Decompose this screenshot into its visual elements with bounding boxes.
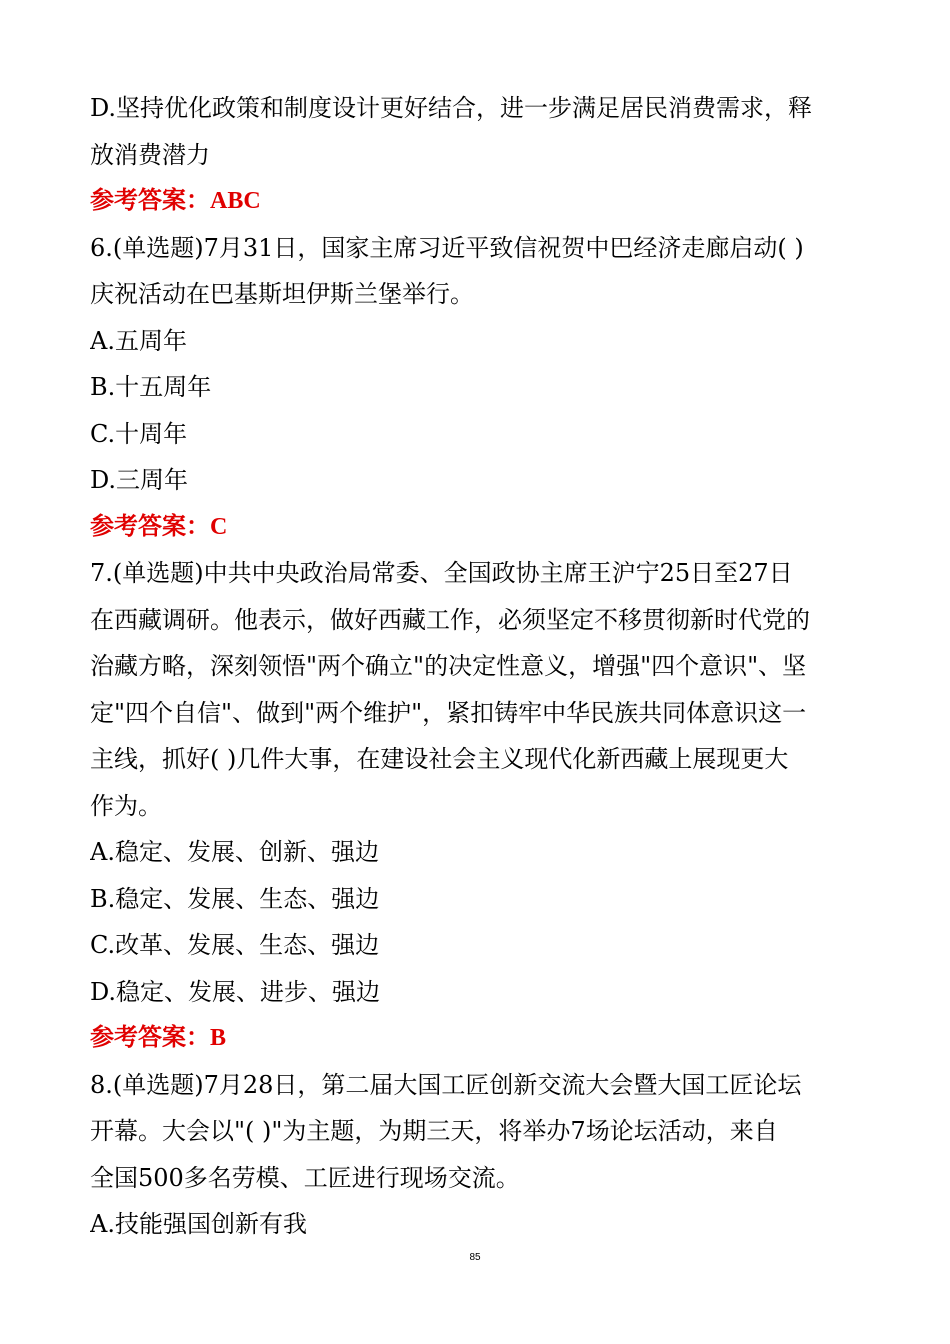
text-line: A.稳定、发展、创新、强边 [90,838,379,866]
text-line: 8.(单选题)7月28日，第二届大国工匠创新交流大会暨大国工匠论坛 [90,1070,802,1099]
text-line: 庆祝活动在巴基斯坦伊斯兰堡举行。 [90,280,474,308]
text-line: 在西藏调研。他表示，做好西藏工作，必须坚定不移贯彻新时代党的 [90,605,810,634]
text-line: 放消费潜力 [90,140,210,169]
text-line: D.稳定、发展、进步、强边 [90,977,381,1006]
page-number: 85 [469,1252,481,1263]
text-line: 主线，抓好( )几件大事，在建设社会主义现代化新西藏上展现更大 [90,745,789,773]
text-line: 开幕。大会以"( )"为主题，为期三天，将举办7场论坛活动，来自 [90,1117,778,1145]
text-line: 治藏方略，深刻领悟"两个确立"的决定性意义，增强"四个意识"、坚 [90,652,807,680]
text-line: A.五周年 [90,326,187,355]
text-line: B.稳定、发展、生态、强边 [90,884,380,913]
text-line: D.坚持优化政策和制度设计更好结合，进一步满足居民消费需求，释 [90,94,813,122]
answer-line: 参考答案：B [90,1025,227,1051]
text-line: C.改革、发展、生态、强边 [90,931,380,959]
text-line: 6.(单选题)7月31日，国家主席习近平致信祝贺中巴经济走廊启动( ) [90,233,804,262]
document-body [90,85,860,1248]
answer-line: 参考答案：C [90,513,228,540]
text-line: 全国500多名劳模、工匠进行现场交流。 [90,1163,520,1192]
text-line: 作为。 [90,791,162,820]
answer-line: 参考答案：ABC [90,188,261,214]
text-line: A.技能强国创新有我 [90,1210,307,1238]
text-line: B.十五周年 [90,373,212,401]
text-line: 7.(单选题)中共中央政治局常委、全国政协主席王沪宁25日至27日 [90,559,793,587]
text-line: D.三周年 [90,466,189,494]
text-line: 定"四个自信"、做到"两个维护"，紧扣铸牢中华民族共同体意识这一 [90,698,807,727]
text-line: C.十周年 [90,419,188,448]
